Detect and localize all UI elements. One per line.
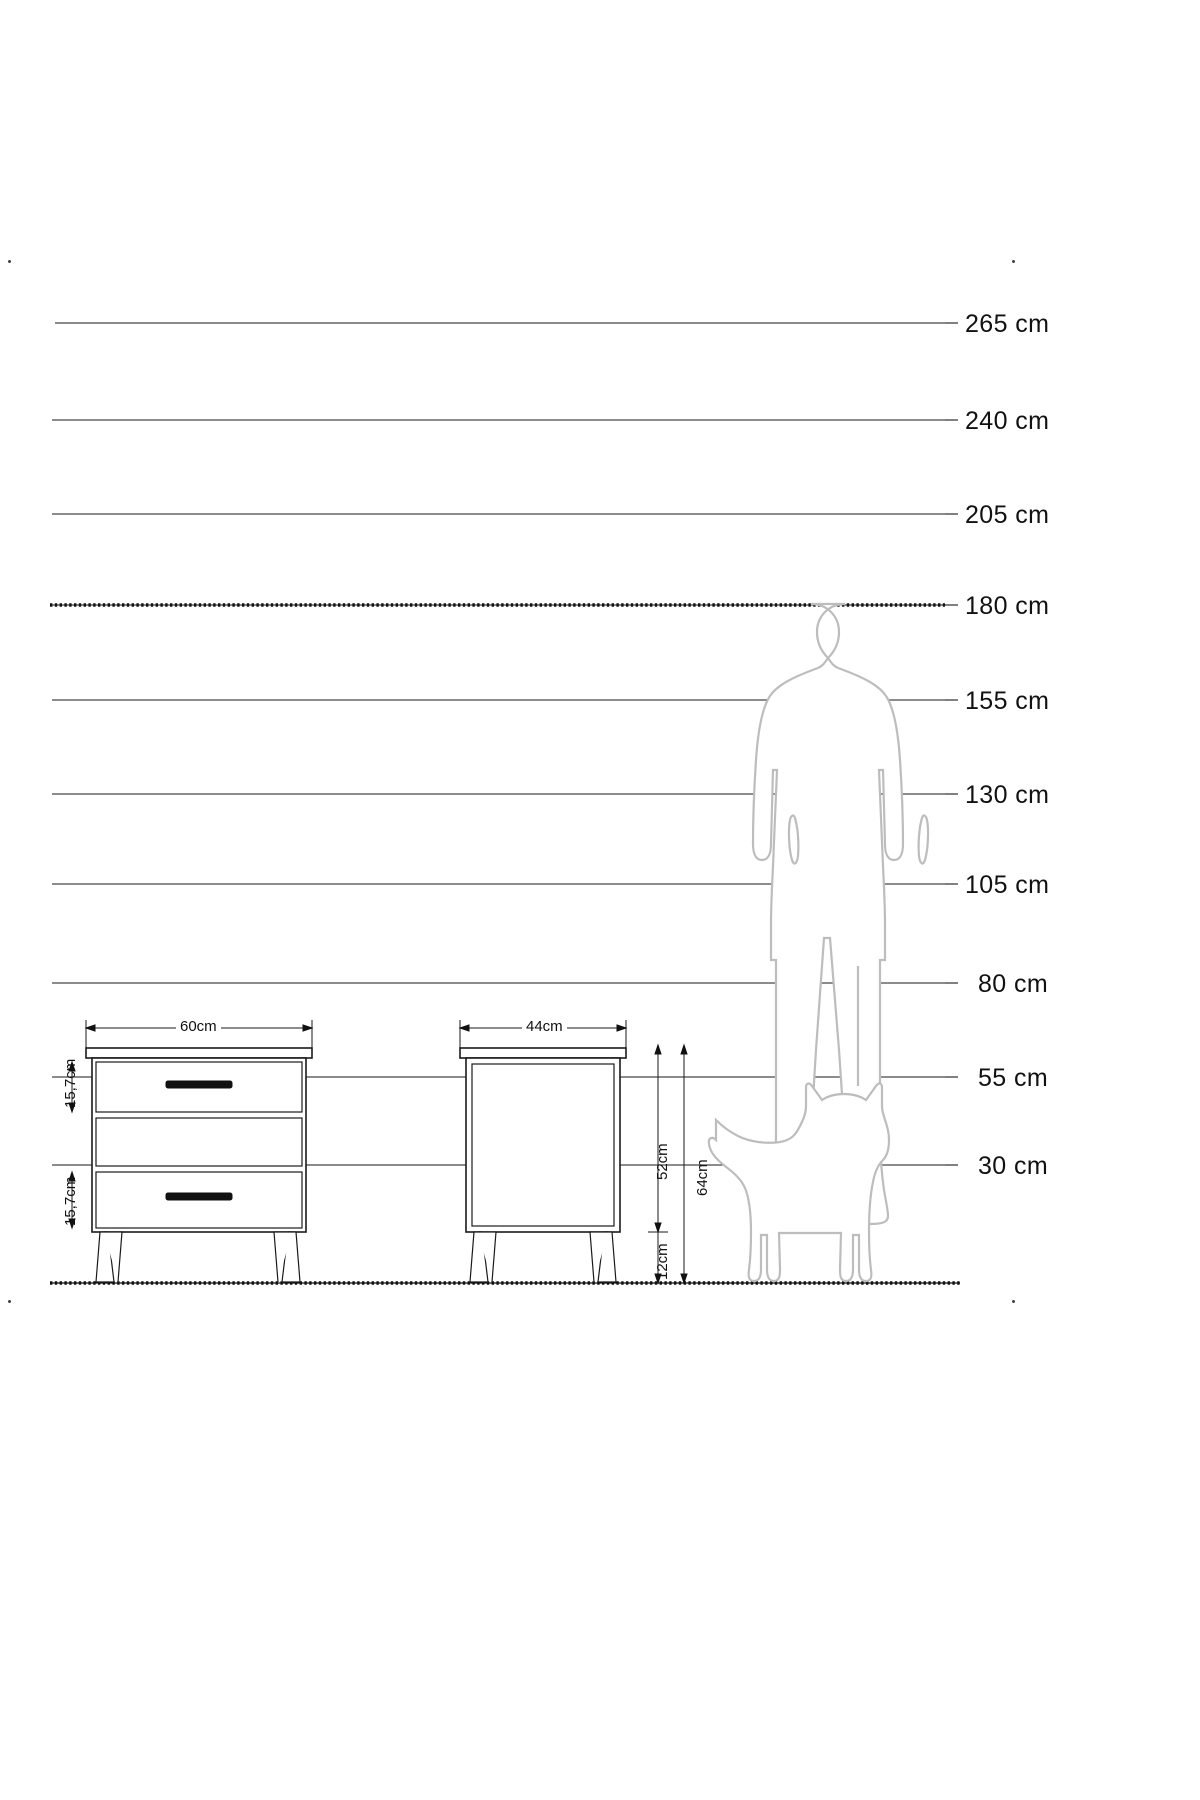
dimension-label-drawer-bottom: 15,7cm [62,1176,79,1226]
scale-label-80: 80 cm [978,970,1049,998]
corner-mark-bottom-right [1012,1300,1015,1303]
scale-label-30: 30 cm [978,1152,1049,1180]
dimension-label-cabinet-width: 44cm [522,1018,567,1035]
dimension-label-leg-height: 12cm [654,1243,671,1280]
dimension-label-drawer-top: 15,7cm [62,1058,79,1108]
corner-mark-top-left [8,260,11,263]
scale-label-180: 180 cm [965,592,1050,620]
scale-label-240: 240 cm [965,407,1050,435]
scale-label-105: 105 cm [965,871,1050,899]
dimension-label-total-height: 64cm [694,1159,711,1196]
scale-label-55: 55 cm [978,1064,1049,1092]
cabinet-shape [460,1048,626,1282]
nightstand-shape [86,1048,312,1282]
scale-label-155: 155 cm [965,687,1050,715]
corner-mark-bottom-left [8,1300,11,1303]
scale-label-130: 130 cm [965,781,1050,809]
scale-label-265: 265 cm [965,310,1050,338]
corner-mark-top-right [1012,260,1015,263]
dimension-label-body-height: 52cm [654,1143,671,1180]
dimension-label-nightstand-width: 60cm [176,1018,221,1035]
scale-label-205: 205 cm [965,501,1050,529]
